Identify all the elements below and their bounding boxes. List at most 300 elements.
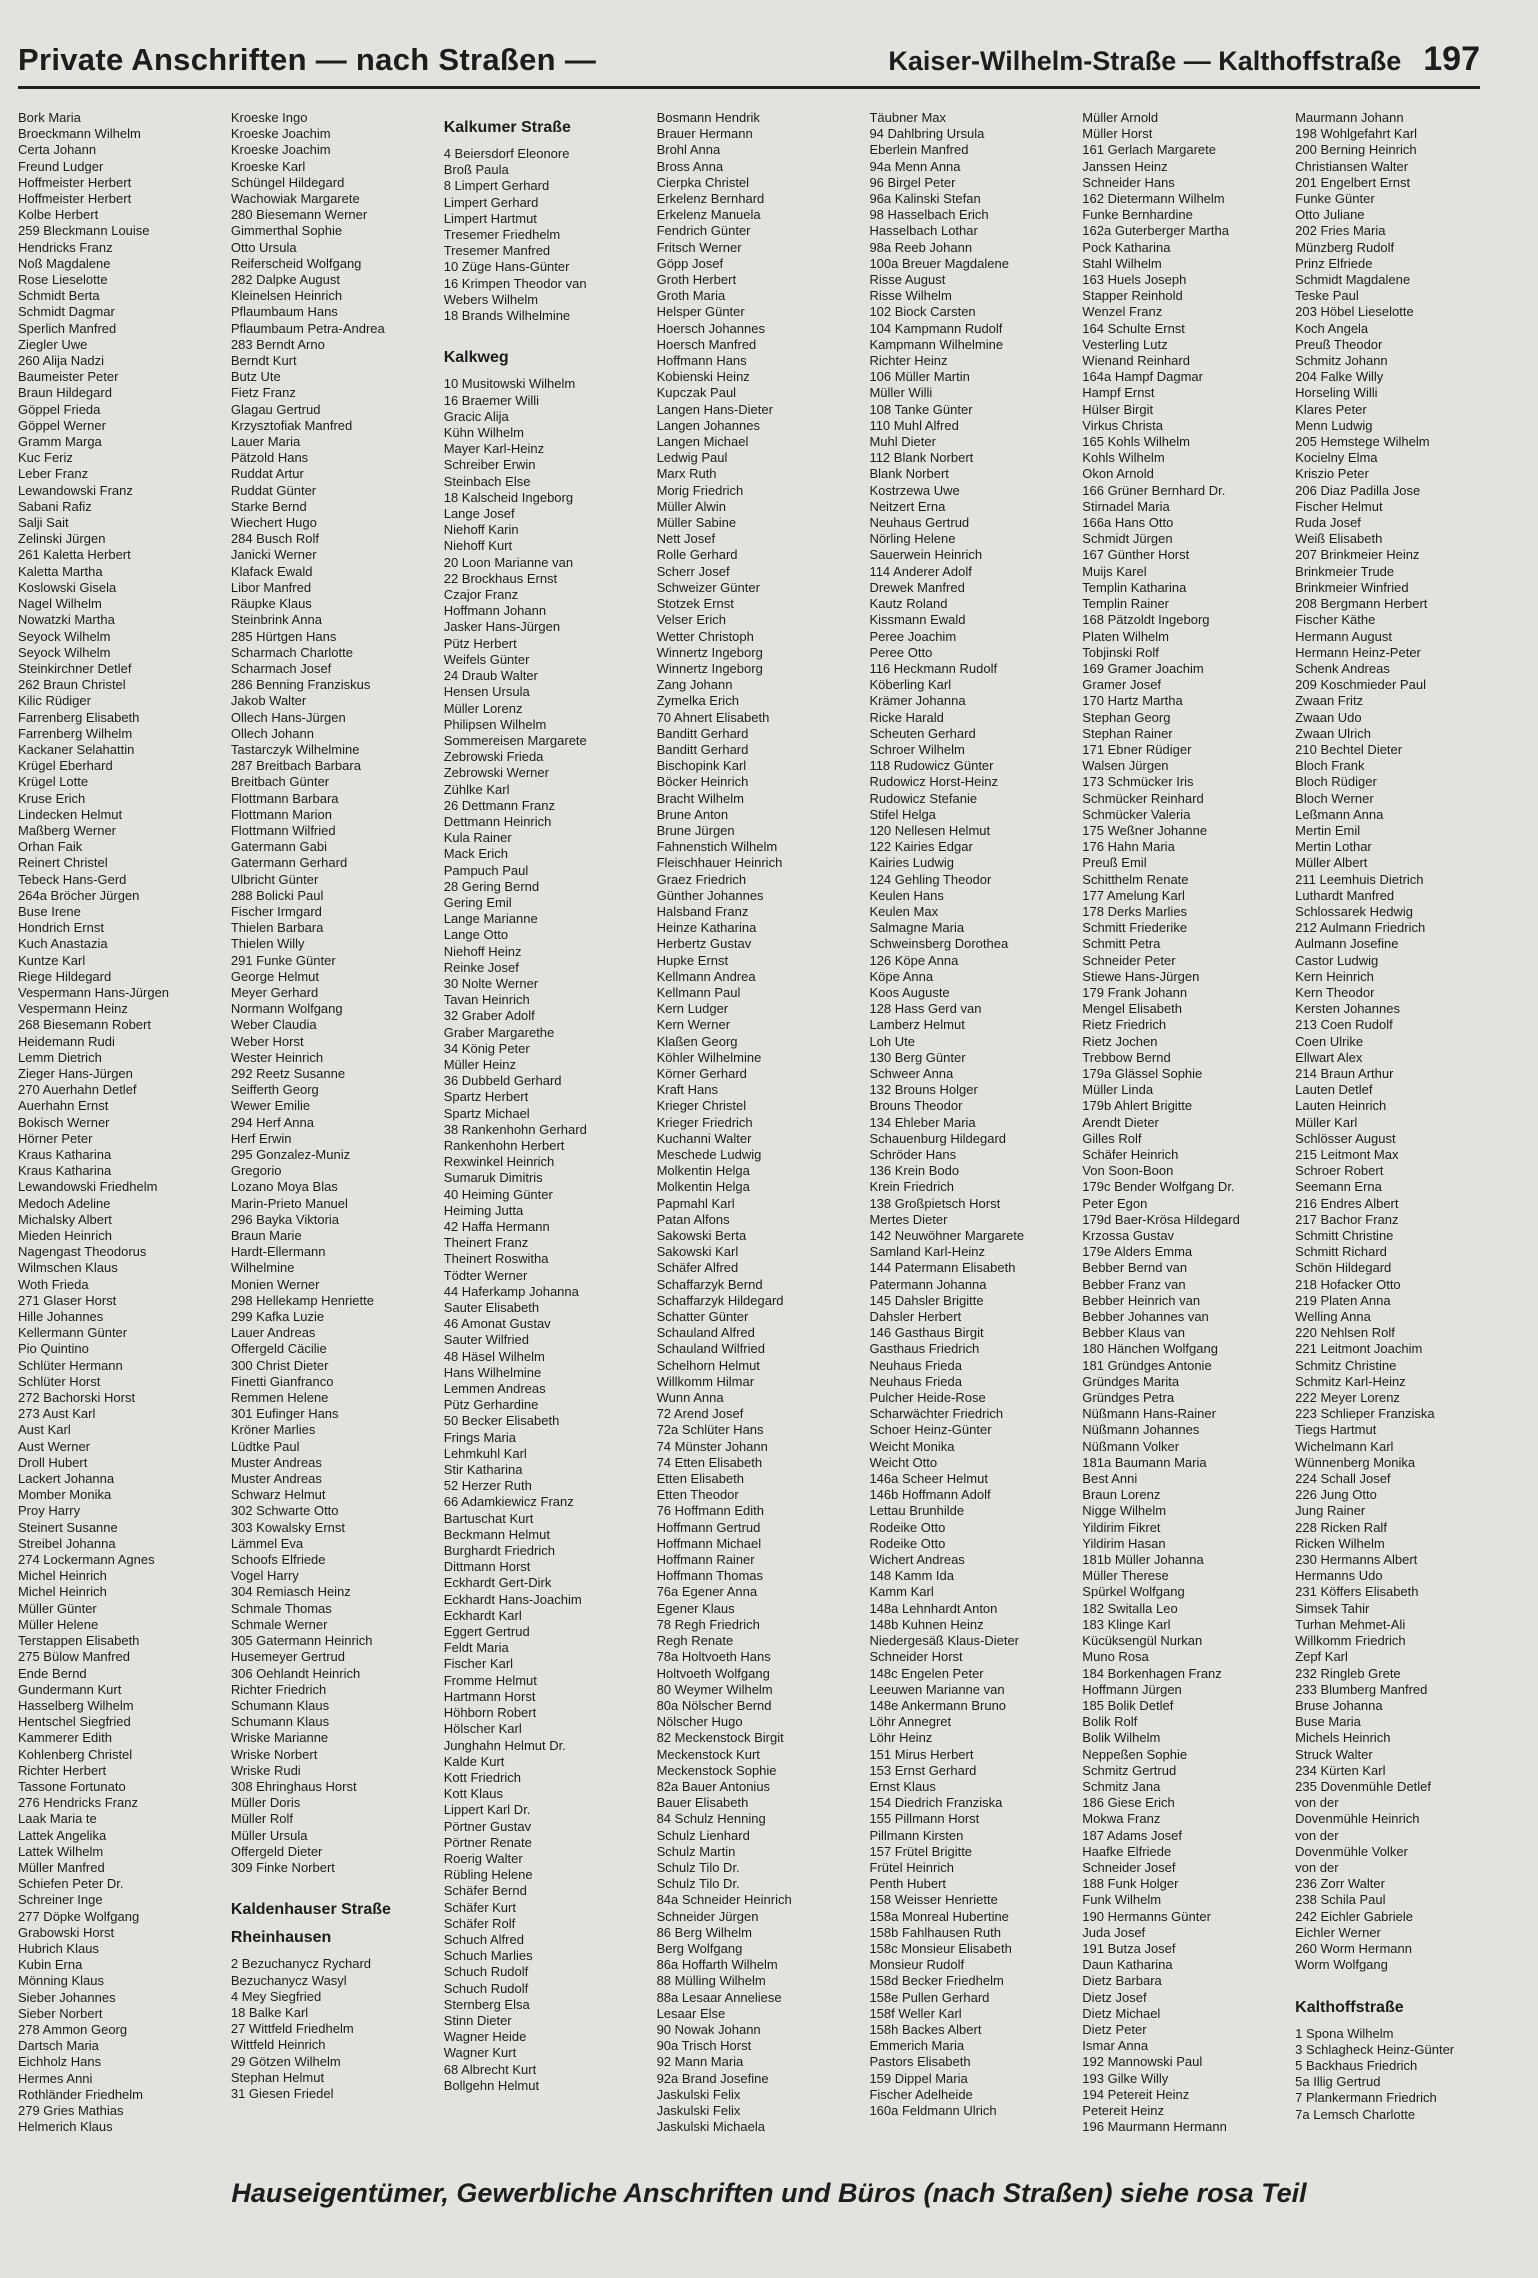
listing-entry: Emmerich Maria [869, 2038, 965, 2054]
page-number: 197 [1423, 40, 1480, 78]
listing-entry: Schüngel Hildegard [230, 174, 345, 190]
listing-entry: Thielen Barbara [230, 920, 324, 936]
listing-entry: Hoffmeister Herbert [18, 174, 132, 190]
listing-entry: Eichholz Hans [18, 2054, 102, 2070]
listing-entry: Münzberg Rudolf [1295, 239, 1395, 255]
listing-entry: Richter Friedrich [230, 1681, 327, 1697]
listing-entry: Steinbach Else [443, 473, 531, 489]
listing-entry: Räupke Klaus [230, 596, 312, 612]
listing-entry: 24 Draub Walter [443, 668, 538, 684]
listing-entry: 30 Nolte Werner [443, 975, 539, 991]
listing-entry: Sommereisen Margarete [443, 732, 587, 748]
listing-entry: 192 Mannowski Paul [1082, 2054, 1203, 2070]
listing-entry: Nüßmann Johannes [1082, 1422, 1200, 1438]
listing-entry: Lemmen Andreas [443, 1381, 546, 1397]
listing-entry: Hondrich Ernst [18, 920, 104, 936]
listing-entry: Ulbricht Günter [230, 871, 319, 887]
listing-entry: Weicht Monika [869, 1438, 955, 1454]
listing-entry: Theinert Franz [443, 1235, 529, 1251]
listing-entry: Schelhorn Helmut [656, 1357, 760, 1373]
listing-entry: Hoffmann Michael [656, 1535, 762, 1551]
listing-entry: 294 Herf Anna [230, 1114, 314, 1130]
listing-entry: Schuch Marlies [443, 1948, 533, 1964]
listing-entry: Eckhardt Hans-Joachim [443, 1591, 582, 1607]
listing-entry: Neuhaus Frieda [869, 1373, 962, 1389]
listing-entry: Wittfeld Heinrich [230, 2037, 326, 2053]
listing-entry: 146b Hoffmann Adolf [869, 1487, 991, 1503]
listing-entry: 286 Benning Franziskus [230, 677, 371, 693]
listing-entry: Otto Juliane [1295, 207, 1365, 223]
listing-entry: Hermann August [1295, 628, 1392, 644]
listing-entry: Peree Joachim [869, 628, 957, 644]
listing-entry: Bloch Rüdiger [1295, 774, 1377, 790]
listing-entry: Stapper Reinhold [1082, 288, 1183, 304]
listing-entry: Kuc Feriz [18, 450, 73, 466]
listing-entry: Mertin Lothar [1295, 839, 1372, 855]
listing-entry: Beckmann Helmut [443, 1526, 550, 1542]
listing-entry: Pütz Gerhardine [443, 1397, 539, 1413]
listing-entry: Krzysztofiak Manfred [230, 417, 353, 433]
street-heading: Rheinhausen [230, 1929, 332, 1947]
listing-entry: Kühn Wilhelm [443, 425, 524, 441]
listing-entry: 94 Dahlbring Ursula [869, 126, 985, 142]
listing-entry: Vespermann Hans-Jürgen [18, 984, 170, 1000]
listing-entry: Heinze Katharina [656, 920, 757, 936]
listing-entry: 186 Giese Erich [1082, 1795, 1175, 1811]
listing-entry: Kruse Erich [18, 790, 86, 806]
listing-entry: Sauter Elisabeth [443, 1300, 540, 1316]
listing-entry: Rankenhohn Herbert [443, 1137, 565, 1153]
listing-entry: Leßmann Anna [1295, 806, 1384, 822]
page-header [18, 36, 1480, 89]
listing-entry: 179c Bender Wolfgang Dr. [1082, 1179, 1235, 1195]
listing-entry: Kott Klaus [443, 1786, 503, 1802]
listing-entry: Lesaar Else [656, 2005, 726, 2021]
listing-entry: Farrenberg Elisabeth [18, 709, 140, 725]
listing-entry: Stirnadel Maria [1082, 498, 1170, 514]
listing-entry: Schiefen Peter Dr. [18, 1876, 124, 1892]
listing-entry: 162a Guterberger Martha [1082, 223, 1229, 239]
listing-entry: Sauerwein Heinrich [869, 547, 983, 563]
listing-entry: Göppel Frieda [18, 401, 101, 417]
listing-entry: Mayer Karl-Heinz [443, 441, 545, 457]
listing-entry: Seifferth Georg [230, 1082, 319, 1098]
listing-entry: Kraus Katharina [18, 1163, 112, 1179]
listing-entry: Petereit Heinz [1082, 2102, 1164, 2118]
listing-entry: Bork Maria [18, 110, 81, 125]
listing-entry: Reinert Christel [18, 855, 108, 871]
listing-entry: Schreiner Inge [18, 1892, 103, 1908]
listing-entry: 217 Bachor Franz [1295, 1211, 1399, 1227]
listing-entry: 102 Biock Carsten [869, 304, 976, 320]
listing-entry: 282 Dalpke August [230, 272, 340, 288]
listing-entry: 92 Mann Maria [656, 2054, 744, 2070]
listing-entry: 92a Brand Josefine [656, 2070, 769, 2086]
listing-entry: Gramm Marga [18, 434, 102, 450]
listing-entry: 202 Fries Maria [1295, 223, 1386, 239]
listing-entry: Müller Alwin [656, 498, 726, 514]
listing-entry: Hörner Peter [18, 1130, 93, 1146]
listing-entry: Brinkmeier Trude [1295, 563, 1395, 579]
listing-entry: Gering Emil [443, 894, 512, 910]
listing-entry: Leber Franz [18, 466, 89, 482]
listing-entry: 308 Ehringhaus Horst [230, 1778, 357, 1794]
listing-entry: Müller Manfred [18, 1859, 105, 1875]
listing-entry: Turhan Mehmet-Ali [1295, 1616, 1406, 1632]
listing-entry: 90a Trisch Horst [656, 2038, 752, 2054]
listing-entry: 222 Meyer Lorenz [1295, 1390, 1400, 1406]
listing-entry: 145 Dahsler Brigitte [869, 1292, 984, 1308]
listing-entry: Tiegs Hartmut [1295, 1422, 1377, 1438]
listing-entry: Herf Erwin [230, 1130, 292, 1146]
listing-entry: Rübling Helene [443, 1867, 533, 1883]
listing-entry: Hoersch Manfred [656, 336, 757, 352]
listing-entry: 170 Hartz Martha [1082, 693, 1183, 709]
listing-entry: Bruse Johanna [1295, 1697, 1383, 1713]
listing-entry: Schroer Robert [1295, 1163, 1384, 1179]
listing-entry: Tödter Werner [443, 1267, 528, 1283]
listing-entry: Hoffmann Hans [656, 353, 747, 369]
listing-entry: Limpert Hartmut [443, 210, 537, 226]
listing-entry: Fahnenstich Wilhelm [656, 839, 778, 855]
listing-entry: Lemm Dietrich [18, 1049, 102, 1065]
listing-entry: 80 Weymer Wilhelm [656, 1681, 773, 1697]
listing-entry: 148a Lehnhardt Anton [869, 1600, 998, 1616]
listing-entry: Gregorio [230, 1163, 282, 1179]
listing-entry: 20 Loon Marianne van [443, 554, 574, 570]
listing-entry: 84a Schneider Heinrich [656, 1892, 792, 1908]
listing-entry: Pulcher Heide-Rose [869, 1390, 986, 1406]
listing-entry: 299 Kafka Luzie [230, 1309, 325, 1325]
listing-entry: Bebber Johannes van [1082, 1309, 1209, 1325]
listing-entry: 16 Braemer Willi [443, 392, 540, 408]
listing-entry [231, 1876, 436, 1892]
listing-entry: 230 Hermanns Albert [1295, 1552, 1418, 1568]
listing-entry: Offergeld Cäcilie [230, 1341, 327, 1357]
listing-entry: 261 Kaletta Herbert [18, 547, 131, 563]
listing-entry: Pflaumbaum Petra-Andrea [230, 320, 385, 336]
listing-entry: Rolle Gerhard [656, 547, 738, 563]
listing-entry: Muster Andreas [230, 1454, 322, 1470]
listing-entry: Lämmel Eva [230, 1535, 304, 1551]
listing-entry: 159 Dippel Maria [869, 2070, 968, 2086]
listing-entry: Dettmann Heinrich [443, 813, 552, 829]
listing-entry: Weicht Otto [869, 1454, 938, 1470]
listing-entry: Schenk Andreas [1295, 660, 1390, 676]
listing-entry: Kern Theodor [1295, 984, 1375, 1000]
listing-entry: Kostrzewa Uwe [869, 482, 960, 498]
listing-entry: 277 Döpke Wolfgang [18, 1908, 140, 1924]
listing-entry: 232 Ringleb Grete [1295, 1665, 1401, 1681]
listing-entry: Lauten Heinrich [1295, 1098, 1387, 1114]
listing-entry: Ricken Wilhelm [1295, 1535, 1385, 1551]
listing-entry: Juda Josef [1082, 1924, 1146, 1940]
listing-entry: 302 Schwarte Otto [230, 1503, 339, 1519]
listing-entry: Dietz Michael [1082, 2005, 1161, 2021]
listing-entry: Preuß Theodor [1295, 336, 1383, 352]
listing-entry: Noß Magdalene [18, 255, 111, 271]
listing-entry: 86a Hoffarth Wilhelm [656, 1957, 778, 1973]
listing-entry: Wewer Emilie [230, 1098, 311, 1114]
listing-entry: Schuch Rudolf [443, 1980, 529, 1996]
listing-entry: Offergeld Dieter [230, 1843, 323, 1859]
listing-entry: 179b Ahlert Brigitte [1082, 1098, 1193, 1114]
listing-entry: Krügel Eberhard [18, 758, 113, 774]
listing-entry: Köhler Wilhelmine [656, 1049, 762, 1065]
listing-entry: Lewandowski Friedhelm [18, 1179, 158, 1195]
listing-entry: Helmerich Klaus [18, 2119, 113, 2135]
listing-entry: Bartuschat Kurt [443, 1510, 534, 1526]
listing-entry: Langen Hans-Dieter [656, 401, 773, 417]
listing-entry: Müller Linda [1082, 1082, 1154, 1098]
listing-entry: Brune Anton [656, 806, 729, 822]
listing-entry: 215 Leitmont Max [1295, 1147, 1399, 1162]
listing-entry: Drewek Manfred [869, 579, 965, 595]
listing-entry: Sieber Johannes [18, 1989, 116, 2005]
listing-entry: von der [1295, 1795, 1339, 1811]
listing-entry: Muno Rosa [1082, 1649, 1149, 1665]
listing-entry: Nüßmann Volker [1082, 1438, 1180, 1454]
listing-entry: Krzossa Gustav [1082, 1228, 1175, 1244]
listing-entry: Flottmann Wilfried [230, 822, 336, 838]
listing-entry: 204 Falke Willy [1295, 369, 1384, 385]
listing-entry: 40 Heiming Günter [443, 1186, 553, 1202]
listing-entry: Heidemann Rudi [18, 1033, 115, 1049]
listing-entry: Wienand Reinhard [1082, 353, 1190, 369]
listing-entry: Krügel Lotte [18, 774, 89, 790]
listing-entry: Klares Peter [1295, 401, 1367, 417]
listing-entry: 27 Wittfeld Friedhelm [230, 2021, 354, 2037]
listing-entry: 173 Schmücker Iris [1082, 774, 1194, 790]
listing-entry: Christiansen Walter [1295, 158, 1409, 174]
listing-entry: Kersten Johannes [1295, 1001, 1400, 1017]
listing-entry: 104 Kampmann Rudolf [869, 320, 1003, 336]
listing-entry: Schuch Alfred [443, 1931, 524, 1947]
listing-entry: 178 Derks Marlies [1082, 903, 1188, 919]
listing-entry: Bloch Werner [1295, 790, 1374, 806]
listing-entry: Wichert Andreas [869, 1552, 965, 1568]
listing-entry: Dietz Peter [1082, 2021, 1147, 2037]
listing-entry: Broß Paula [443, 162, 509, 178]
listing-entry: Bebber Franz van [1082, 1276, 1186, 1292]
listing-entry: 163 Huels Joseph [1082, 272, 1187, 288]
listing-entry: Schmidt Magdalene [1295, 272, 1411, 288]
listing-entry: 122 Kairies Edgar [869, 839, 973, 855]
listing-entry: 50 Becker Elisabeth [443, 1413, 560, 1429]
listing-entry: Koos Auguste [869, 984, 950, 1000]
listing-entry: 78a Holtvoeth Hans [656, 1649, 771, 1665]
listing-entry: 160a Feldmann Ulrich [869, 2102, 997, 2118]
listing-entry: Göpp Josef [656, 255, 724, 271]
listing-entry: Krämer Johanna [869, 693, 966, 709]
listing-entry: Eckhardt Karl [443, 1607, 522, 1623]
listing-entry: 185 Bolik Detlef [1082, 1697, 1174, 1713]
listing-entry: 164 Schulte Ernst [1082, 320, 1185, 336]
listing-entry: Schneider Jürgen [656, 1908, 759, 1924]
listing-entry: Kellmann Paul [656, 984, 741, 1000]
listing-entry: Medoch Adeline [18, 1195, 111, 1211]
listing-columns [18, 110, 1500, 2135]
listing-entry: Willkomm Friedrich [1295, 1633, 1406, 1649]
listing-entry: 218 Hofacker Otto [1295, 1276, 1401, 1292]
listing-entry: 52 Herzer Ruth [443, 1478, 532, 1494]
listing-entry: Koslowski Gisela [18, 579, 117, 595]
listing-entry: 187 Adams Josef [1082, 1827, 1183, 1843]
listing-entry: Kröner Marlies [230, 1422, 316, 1438]
listing-entry: Muhl Dieter [869, 434, 936, 450]
listing-entry: Feldt Maria [443, 1640, 509, 1656]
listing-entry: Kern Heinrich [1295, 968, 1374, 984]
listing-entry: Hölscher Karl [443, 1721, 522, 1737]
listing-entry: Brauer Hermann [656, 126, 753, 142]
listing-entry: Zühlke Karl [443, 781, 510, 797]
listing-entry: Gatermann Gerhard [230, 855, 348, 871]
listing-entry [1295, 1973, 1500, 1989]
listing-entry: 271 Glaser Horst [18, 1292, 117, 1308]
listing-entry: Fischer Irmgard [230, 903, 322, 919]
listing-entry: 46 Amonat Gustav [443, 1316, 551, 1332]
listing-entry: 287 Breitbach Barbara [230, 758, 361, 774]
listing-entry: Neuhaus Gertrud [869, 515, 970, 531]
listing-entry: Hoffmann Thomas [656, 1568, 764, 1584]
listing-entry: Morig Friedrich [656, 482, 744, 498]
listing-entry: Winnertz Ingeborg [656, 660, 763, 676]
listing-entry: Ellwart Alex [1295, 1049, 1363, 1065]
listing-entry: Müller Heinz [443, 1056, 516, 1072]
listing-entry: Sternberg Elsa [443, 1996, 530, 2012]
listing-entry: Hardt-Ellermann [230, 1244, 326, 1260]
listing-entry: 146a Scheer Helmut [869, 1471, 988, 1487]
listing-entry: Kraus Katharina [18, 1147, 112, 1162]
listing-entry: 120 Nellesen Helmut [869, 822, 991, 838]
listing-entry: Theinert Roswitha [443, 1251, 549, 1267]
listing-entry: Kilic Rüdiger [18, 693, 91, 709]
listing-entry: Kellmann Andrea [656, 968, 756, 984]
listing-entry [444, 324, 649, 340]
listing-entry: 191 Butza Josef [1082, 1940, 1176, 1956]
listing-entry: Neitzert Erna [869, 498, 946, 514]
listing-entry: Seyock Wilhelm [18, 628, 111, 644]
listing-entry: Schulz Martin [656, 1843, 736, 1859]
listing-entry: 275 Bülow Manfred [18, 1649, 131, 1665]
listing-entry: Luthardt Manfred [1295, 887, 1395, 903]
listing-entry: Platen Wilhelm [1082, 628, 1169, 644]
listing-entry: 167 Günther Horst [1082, 547, 1190, 563]
listing-entry: Velser Erich [656, 612, 726, 628]
listing-entry: Finetti Gianfranco [230, 1373, 334, 1389]
listing-entry: 5a Illig Gertrud [1295, 2074, 1381, 2090]
listing-entry: Michel Heinrich [18, 1584, 107, 1600]
listing-entry: 301 Eufinger Hans [230, 1406, 339, 1422]
listing-entry: Schlüter Hermann [18, 1357, 123, 1373]
listing-entry: Scharmach Josef [230, 660, 332, 676]
listing-entry: Menn Ludwig [1295, 417, 1373, 433]
listing-entry: Scharwächter Friedrich [869, 1406, 1004, 1422]
listing-entry: Rietz Friedrich [1082, 1017, 1167, 1033]
listing-entry: Lewandowski Franz [18, 482, 133, 498]
listing-entry: Penth Hubert [869, 1876, 947, 1892]
listing-entry: Schmücker Reinhard [1082, 790, 1204, 806]
listing-entry: Lackert Johanna [18, 1471, 115, 1487]
listing-entry: 148c Engelen Peter [869, 1665, 984, 1681]
listing-entry: Kampmann Wilhelmine [869, 336, 1004, 352]
listing-entry: 175 Weßner Johanne [1082, 822, 1208, 838]
listing-entry: Castor Ludwig [1295, 952, 1379, 968]
listing-entry: Risse Wilhelm [869, 288, 952, 304]
listing-entry: Zebrowski Werner [443, 765, 549, 781]
listing-entry: Philipsen Wilhelm [443, 716, 547, 732]
listing-entry: Müller Arnold [1082, 110, 1159, 125]
listing-entry: Nagengast Theodorus [18, 1244, 147, 1260]
listing-entry: Keulen Max [869, 903, 939, 919]
listing-entry: Mack Erich [443, 846, 509, 862]
listing-entry: Schmitz Karl-Heinz [1295, 1373, 1406, 1389]
listing-entry: Mertin Emil [1295, 822, 1361, 838]
listing-entry: Rudowicz Stefanie [869, 790, 978, 806]
listing-entry: Hermes Anni [18, 2070, 93, 2086]
listing-entry: 110 Muhl Alfred [869, 417, 959, 433]
listing-entry: 136 Krein Bodo [869, 1163, 960, 1179]
listing-entry: 70 Ahnert Elisabeth [656, 709, 770, 725]
street-range: Kaiser-Wilhelm-Straße — Kalthoffstraße [888, 46, 1402, 76]
listing-entry: Kohls Wilhelm [1082, 450, 1165, 466]
listing-entry: 182 Switalla Leo [1082, 1600, 1178, 1616]
listing-entry: Niedergesäß Klaus-Dieter [869, 1633, 1020, 1649]
listing-entry: Rexwinkel Heinrich [443, 1154, 555, 1170]
listing-entry: Ledwig Paul [656, 450, 728, 466]
listing-entry: Kott Friedrich [443, 1769, 522, 1785]
listing-entry: 158a Monreal Hubertine [869, 1908, 1009, 1924]
listing-entry: 4 Beiersdorf Eleonore [443, 146, 570, 161]
listing-entry: 148b Kuhnen Heinz [869, 1616, 984, 1632]
listing-entry: Wünnenberg Monika [1295, 1454, 1416, 1470]
listing-entry: Trebbow Bernd [1082, 1049, 1171, 1065]
listing-entry: Hülser Birgit [1082, 401, 1154, 417]
listing-entry: Schlossarek Hedwig [1295, 903, 1413, 919]
listing-entry: Normann Wolfgang [230, 1001, 343, 1017]
listing-entry: Nigge Wilhelm [1082, 1503, 1167, 1519]
listing-entry: Erkelenz Bernhard [656, 191, 765, 207]
listing-entry: Salji Sait [18, 515, 69, 531]
listing-entry: 108 Tanke Günter [869, 401, 973, 417]
listing-entry: Janicki Werner [230, 547, 317, 563]
listing-entry: Schroer Wilhelm [869, 741, 965, 757]
listing-entry: 72 Arend Josef [656, 1406, 744, 1422]
listing-entry: Kroeske Joachim [230, 142, 331, 158]
listing-entry: Momber Monika [18, 1487, 112, 1503]
listing-entry: Jasker Hans-Jürgen [443, 619, 561, 635]
listing-entry: Graber Margarethe [443, 1024, 555, 1040]
listing-entry: Weifels Günter [443, 651, 530, 667]
listing-entry: Zwaan Ulrich [1295, 725, 1372, 741]
listing-entry: Gründges Petra [1082, 1390, 1175, 1406]
listing-entry: Teske Paul [1295, 288, 1359, 304]
listing-entry: Kocielny Elma [1295, 450, 1378, 466]
listing-entry: Weiß Elisabeth [1295, 531, 1383, 547]
listing-entry: Michalsky Albert [18, 1211, 112, 1227]
listing-entry: Niehoff Karin [443, 522, 519, 538]
listing-entry: Zang Johann [656, 677, 733, 693]
listing-entry: Muster Andreas [230, 1471, 322, 1487]
listing-entry: 88a Lesaar Anneliese [656, 1989, 782, 2005]
listing-entry: Kissmann Ewald [869, 612, 966, 628]
listing-entry: Körner Gerhard [656, 1065, 747, 1081]
listing-entry: 66 Adamkiewicz Franz [443, 1494, 574, 1510]
listing-entry: 223 Schlieper Franziska [1295, 1406, 1435, 1422]
listing-entry: Regh Renate [656, 1633, 734, 1649]
listing-entry: Lauer Andreas [230, 1325, 316, 1341]
listing-entry: Pätzold Hans [230, 450, 309, 466]
